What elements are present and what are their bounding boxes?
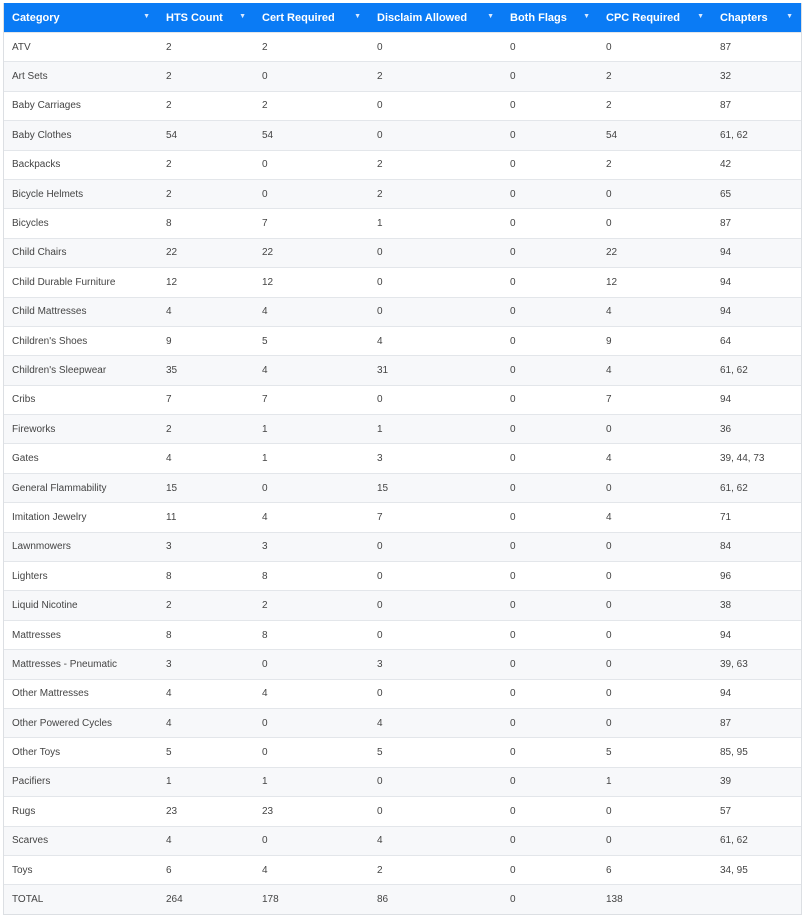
cell-hts-count: 8 — [158, 209, 254, 238]
cell-cpc-required: 0 — [598, 179, 712, 208]
cell-category: Mattresses — [4, 620, 158, 649]
sort-dropdown-icon[interactable]: ▼ — [583, 13, 590, 20]
cell-both-flags: 0 — [502, 797, 598, 826]
cell-cert-required: 2 — [254, 33, 369, 62]
cell-disclaim-allowed: 15 — [369, 473, 502, 502]
cell-hts-count: 11 — [158, 503, 254, 532]
cell-both-flags: 0 — [502, 297, 598, 326]
cell-category: Cribs — [4, 385, 158, 414]
cell-chapters: 39, 63 — [712, 650, 801, 679]
cell-cpc-required: 7 — [598, 385, 712, 414]
cell-disclaim-allowed: 0 — [369, 620, 502, 649]
cell-category: Children's Shoes — [4, 326, 158, 355]
cell-category: Other Powered Cycles — [4, 708, 158, 737]
cell-chapters: 38 — [712, 591, 801, 620]
cell-category: Liquid Nicotine — [4, 591, 158, 620]
cell-disclaim-allowed: 0 — [369, 679, 502, 708]
cell-disclaim-allowed: 0 — [369, 562, 502, 591]
table-row — [4, 179, 801, 208]
cell-hts-count: 6 — [158, 855, 254, 884]
table-row — [4, 650, 801, 679]
cell-both-flags: 0 — [502, 326, 598, 355]
cell-category: Child Chairs — [4, 238, 158, 267]
cell-chapters: 94 — [712, 238, 801, 267]
cell-hts-count: 9 — [158, 326, 254, 355]
cell-cert-required: 12 — [254, 268, 369, 297]
table-row — [4, 150, 801, 179]
cell-chapters: 87 — [712, 708, 801, 737]
table-row — [4, 385, 801, 414]
cell-category: Backpacks — [4, 150, 158, 179]
cell-both-flags: 0 — [502, 620, 598, 649]
cell-cpc-required: 4 — [598, 356, 712, 385]
cell-hts-count: 2 — [158, 33, 254, 62]
cell-disclaim-allowed: 2 — [369, 855, 502, 884]
cell-chapters: 34, 95 — [712, 855, 801, 884]
cell-hts-count: 2 — [158, 179, 254, 208]
cell-chapters — [712, 885, 801, 914]
cell-chapters: 85, 95 — [712, 738, 801, 767]
cell-both-flags: 0 — [502, 826, 598, 855]
cell-disclaim-allowed: 7 — [369, 503, 502, 532]
cell-both-flags: 0 — [502, 62, 598, 91]
cell-category: Mattresses - Pneumatic — [4, 650, 158, 679]
table-row — [4, 209, 801, 238]
column-header-label: Cert Required — [262, 11, 335, 24]
cell-cert-required: 7 — [254, 209, 369, 238]
cell-hts-count: 2 — [158, 150, 254, 179]
cell-cpc-required: 0 — [598, 532, 712, 561]
cell-cert-required: 54 — [254, 121, 369, 150]
cell-both-flags: 0 — [502, 268, 598, 297]
cell-chapters: 94 — [712, 297, 801, 326]
cell-category: ATV — [4, 33, 158, 62]
column-header-label: HTS Count — [166, 11, 223, 24]
cell-category: Pacifiers — [4, 767, 158, 796]
cell-both-flags: 0 — [502, 385, 598, 414]
table-row — [4, 326, 801, 355]
table-row — [4, 91, 801, 120]
cell-disclaim-allowed: 0 — [369, 532, 502, 561]
cell-chapters: 61, 62 — [712, 121, 801, 150]
cell-cpc-required: 0 — [598, 620, 712, 649]
cell-cert-required: 1 — [254, 444, 369, 473]
cell-cert-required: 8 — [254, 620, 369, 649]
column-header-disclaim-allowed[interactable] — [369, 3, 502, 33]
cell-cert-required: 2 — [254, 91, 369, 120]
cell-cpc-required: 0 — [598, 562, 712, 591]
table-row — [4, 503, 801, 532]
column-header-label: Category — [12, 11, 60, 24]
cell-both-flags: 0 — [502, 91, 598, 120]
table-row — [4, 121, 801, 150]
cell-cert-required: 1 — [254, 767, 369, 796]
cell-chapters: 94 — [712, 679, 801, 708]
cell-category: Baby Clothes — [4, 121, 158, 150]
cell-disclaim-allowed: 0 — [369, 297, 502, 326]
cell-chapters: 94 — [712, 620, 801, 649]
cell-disclaim-allowed: 0 — [369, 385, 502, 414]
cell-both-flags: 0 — [502, 885, 598, 914]
cell-cpc-required: 2 — [598, 62, 712, 91]
cell-chapters: 71 — [712, 503, 801, 532]
cell-cpc-required: 0 — [598, 415, 712, 444]
cell-chapters: 94 — [712, 385, 801, 414]
cell-cpc-required: 54 — [598, 121, 712, 150]
cell-chapters: 61, 62 — [712, 826, 801, 855]
cell-chapters: 57 — [712, 797, 801, 826]
table-row — [4, 33, 801, 62]
column-header-label: Both Flags — [510, 11, 567, 24]
cell-cpc-required: 0 — [598, 679, 712, 708]
cell-category: Bicycles — [4, 209, 158, 238]
cell-both-flags: 0 — [502, 121, 598, 150]
cell-cert-required: 4 — [254, 855, 369, 884]
cell-disclaim-allowed: 0 — [369, 268, 502, 297]
cell-category: Bicycle Helmets — [4, 179, 158, 208]
cell-cpc-required: 138 — [598, 885, 712, 914]
column-header-cpc-required[interactable] — [598, 3, 712, 33]
table-row — [4, 268, 801, 297]
table-row — [4, 708, 801, 737]
cell-cpc-required: 0 — [598, 33, 712, 62]
cell-cert-required: 4 — [254, 503, 369, 532]
cell-both-flags: 0 — [502, 444, 598, 473]
cell-disclaim-allowed: 0 — [369, 91, 502, 120]
cell-hts-count: 8 — [158, 620, 254, 649]
cell-disclaim-allowed: 2 — [369, 62, 502, 91]
cell-disclaim-allowed: 0 — [369, 591, 502, 620]
cell-category: Imitation Jewelry — [4, 503, 158, 532]
cell-cert-required: 2 — [254, 591, 369, 620]
cell-category: TOTAL — [4, 885, 158, 914]
cell-disclaim-allowed: 86 — [369, 885, 502, 914]
sort-dropdown-icon[interactable]: ▼ — [697, 13, 704, 20]
cell-hts-count: 22 — [158, 238, 254, 267]
table-row — [4, 738, 801, 767]
data-table-container — [3, 3, 802, 915]
cell-chapters: 39 — [712, 767, 801, 796]
cell-cpc-required: 1 — [598, 767, 712, 796]
cell-both-flags: 0 — [502, 738, 598, 767]
cell-both-flags: 0 — [502, 679, 598, 708]
cell-category: Child Durable Furniture — [4, 268, 158, 297]
cell-cert-required: 0 — [254, 62, 369, 91]
cell-category: Lawnmowers — [4, 532, 158, 561]
cell-cpc-required: 2 — [598, 91, 712, 120]
cell-cpc-required: 22 — [598, 238, 712, 267]
cell-cpc-required: 0 — [598, 708, 712, 737]
table-row — [4, 826, 801, 855]
table-row — [4, 591, 801, 620]
cell-disclaim-allowed: 0 — [369, 238, 502, 267]
cell-category: Art Sets — [4, 62, 158, 91]
cell-cert-required: 0 — [254, 738, 369, 767]
column-header-label: Chapters — [720, 11, 768, 24]
cell-cert-required: 22 — [254, 238, 369, 267]
table-row — [4, 297, 801, 326]
cell-hts-count: 8 — [158, 562, 254, 591]
table-row — [4, 797, 801, 826]
cell-disclaim-allowed: 1 — [369, 209, 502, 238]
table-row — [4, 767, 801, 796]
total-row — [4, 885, 801, 914]
category-table — [4, 3, 801, 914]
cell-cpc-required: 0 — [598, 591, 712, 620]
cell-cpc-required: 9 — [598, 326, 712, 355]
cell-both-flags: 0 — [502, 767, 598, 796]
cell-both-flags: 0 — [502, 562, 598, 591]
cell-chapters: 64 — [712, 326, 801, 355]
cell-cert-required: 5 — [254, 326, 369, 355]
cell-cert-required: 8 — [254, 562, 369, 591]
cell-cert-required: 4 — [254, 356, 369, 385]
cell-hts-count: 35 — [158, 356, 254, 385]
cell-hts-count: 2 — [158, 415, 254, 444]
cell-both-flags: 0 — [502, 33, 598, 62]
cell-both-flags: 0 — [502, 356, 598, 385]
cell-disclaim-allowed: 4 — [369, 708, 502, 737]
cell-cpc-required: 2 — [598, 150, 712, 179]
cell-hts-count: 1 — [158, 767, 254, 796]
cell-both-flags: 0 — [502, 415, 598, 444]
cell-cert-required: 0 — [254, 650, 369, 679]
cell-hts-count: 2 — [158, 91, 254, 120]
cell-hts-count: 7 — [158, 385, 254, 414]
cell-disclaim-allowed: 3 — [369, 650, 502, 679]
cell-cert-required: 0 — [254, 708, 369, 737]
cell-hts-count: 2 — [158, 62, 254, 91]
cell-category: Baby Carriages — [4, 91, 158, 120]
table-row — [4, 562, 801, 591]
cell-both-flags: 0 — [502, 179, 598, 208]
cell-chapters: 65 — [712, 179, 801, 208]
table-row — [4, 356, 801, 385]
cell-category: Toys — [4, 855, 158, 884]
cell-category: Lighters — [4, 562, 158, 591]
cell-category: Rugs — [4, 797, 158, 826]
column-header-both-flags[interactable] — [502, 3, 598, 33]
cell-hts-count: 4 — [158, 679, 254, 708]
cell-cpc-required: 0 — [598, 826, 712, 855]
header-row — [4, 3, 801, 33]
sort-dropdown-icon[interactable]: ▼ — [143, 13, 150, 20]
cell-disclaim-allowed: 2 — [369, 179, 502, 208]
cell-category: Scarves — [4, 826, 158, 855]
cell-disclaim-allowed: 4 — [369, 326, 502, 355]
cell-both-flags: 0 — [502, 532, 598, 561]
cell-cert-required: 0 — [254, 179, 369, 208]
cell-hts-count: 3 — [158, 650, 254, 679]
cell-hts-count: 264 — [158, 885, 254, 914]
cell-category: Other Toys — [4, 738, 158, 767]
column-header-label: CPC Required — [606, 11, 680, 24]
cell-both-flags: 0 — [502, 503, 598, 532]
cell-hts-count: 4 — [158, 708, 254, 737]
cell-both-flags: 0 — [502, 209, 598, 238]
cell-cpc-required: 5 — [598, 738, 712, 767]
cell-chapters: 36 — [712, 415, 801, 444]
cell-both-flags: 0 — [502, 473, 598, 502]
cell-cert-required: 7 — [254, 385, 369, 414]
cell-cert-required: 3 — [254, 532, 369, 561]
table-row — [4, 62, 801, 91]
cell-hts-count: 4 — [158, 297, 254, 326]
cell-hts-count: 5 — [158, 738, 254, 767]
sort-dropdown-icon[interactable]: ▼ — [354, 13, 361, 20]
cell-disclaim-allowed: 1 — [369, 415, 502, 444]
cell-cert-required: 4 — [254, 297, 369, 326]
column-header-label: Disclaim Allowed — [377, 11, 468, 24]
cell-cpc-required: 4 — [598, 503, 712, 532]
sort-dropdown-icon[interactable]: ▼ — [786, 13, 793, 20]
cell-cpc-required: 0 — [598, 473, 712, 502]
cell-hts-count: 54 — [158, 121, 254, 150]
cell-cpc-required: 4 — [598, 444, 712, 473]
cell-cert-required: 23 — [254, 797, 369, 826]
cell-disclaim-allowed: 5 — [369, 738, 502, 767]
cell-disclaim-allowed: 0 — [369, 121, 502, 150]
table-row — [4, 679, 801, 708]
cell-category: Gates — [4, 444, 158, 473]
cell-cert-required: 0 — [254, 150, 369, 179]
cell-category: General Flammability — [4, 473, 158, 502]
cell-category: Child Mattresses — [4, 297, 158, 326]
cell-disclaim-allowed: 0 — [369, 797, 502, 826]
cell-chapters: 87 — [712, 209, 801, 238]
cell-disclaim-allowed: 0 — [369, 33, 502, 62]
cell-hts-count: 2 — [158, 591, 254, 620]
column-header-chapters[interactable] — [712, 3, 801, 33]
cell-hts-count: 15 — [158, 473, 254, 502]
table-row — [4, 444, 801, 473]
cell-cpc-required: 0 — [598, 797, 712, 826]
cell-hts-count: 23 — [158, 797, 254, 826]
cell-both-flags: 0 — [502, 238, 598, 267]
cell-hts-count: 3 — [158, 532, 254, 561]
column-header-cert-required[interactable] — [254, 3, 369, 33]
cell-category: Fireworks — [4, 415, 158, 444]
cell-category: Other Mattresses — [4, 679, 158, 708]
cell-cert-required: 4 — [254, 679, 369, 708]
cell-both-flags: 0 — [502, 855, 598, 884]
cell-disclaim-allowed: 3 — [369, 444, 502, 473]
cell-cert-required: 178 — [254, 885, 369, 914]
cell-chapters: 87 — [712, 91, 801, 120]
cell-chapters: 87 — [712, 33, 801, 62]
cell-chapters: 61, 62 — [712, 473, 801, 502]
cell-hts-count: 4 — [158, 826, 254, 855]
cell-cpc-required: 12 — [598, 268, 712, 297]
sort-dropdown-icon[interactable]: ▼ — [239, 13, 246, 20]
column-header-category[interactable] — [4, 3, 158, 33]
cell-disclaim-allowed: 31 — [369, 356, 502, 385]
cell-both-flags: 0 — [502, 591, 598, 620]
cell-chapters: 32 — [712, 62, 801, 91]
table-row — [4, 238, 801, 267]
cell-chapters: 61, 62 — [712, 356, 801, 385]
cell-chapters: 42 — [712, 150, 801, 179]
cell-chapters: 96 — [712, 562, 801, 591]
cell-cpc-required: 0 — [598, 650, 712, 679]
cell-disclaim-allowed: 2 — [369, 150, 502, 179]
table-row — [4, 620, 801, 649]
cell-disclaim-allowed: 4 — [369, 826, 502, 855]
cell-cpc-required: 0 — [598, 209, 712, 238]
table-row — [4, 855, 801, 884]
sort-dropdown-icon[interactable]: ▼ — [487, 13, 494, 20]
cell-disclaim-allowed: 0 — [369, 767, 502, 796]
cell-cpc-required: 6 — [598, 855, 712, 884]
table-row — [4, 415, 801, 444]
cell-category: Children's Sleepwear — [4, 356, 158, 385]
cell-hts-count: 4 — [158, 444, 254, 473]
cell-cert-required: 1 — [254, 415, 369, 444]
table-row — [4, 473, 801, 502]
column-header-hts-count[interactable] — [158, 3, 254, 33]
table-row — [4, 532, 801, 561]
cell-chapters: 39, 44, 73 — [712, 444, 801, 473]
cell-both-flags: 0 — [502, 650, 598, 679]
cell-chapters: 94 — [712, 268, 801, 297]
cell-both-flags: 0 — [502, 150, 598, 179]
cell-cert-required: 0 — [254, 473, 369, 502]
cell-cert-required: 0 — [254, 826, 369, 855]
cell-chapters: 84 — [712, 532, 801, 561]
cell-hts-count: 12 — [158, 268, 254, 297]
cell-both-flags: 0 — [502, 708, 598, 737]
cell-cpc-required: 4 — [598, 297, 712, 326]
